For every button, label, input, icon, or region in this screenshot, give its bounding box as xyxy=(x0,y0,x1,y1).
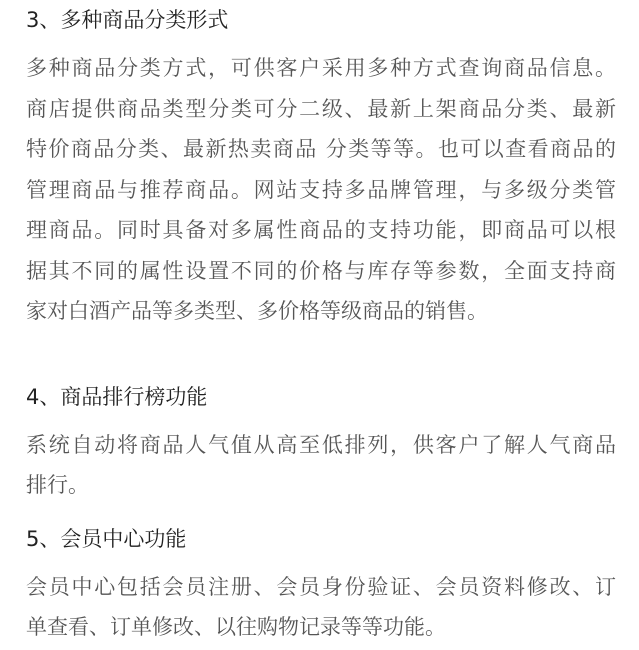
paragraph-line: 理商品。同时具备对多属性商品的支持功能，即商品可以根 xyxy=(26,218,616,242)
paragraph-line: 单查看、订单修改、以往购物记录等等功能。 xyxy=(26,615,446,639)
paragraph-line: 系统自动将商品人气值从高至低排列，供客户了解人气商品 xyxy=(26,432,616,457)
paragraph-line: 据其不同的属性设置不同的价格与库存等参数，全面支持商 xyxy=(26,258,616,283)
section-heading-ranking: 4、商品排行榜功能 xyxy=(26,384,208,409)
paragraph-line: 多种商品分类方式，可供客户采用多种方式查询商品信息。 xyxy=(26,56,616,80)
paragraph-line: 家对白酒产品等多类型、多价格等级商品的销售。 xyxy=(26,299,488,323)
section-heading-category-forms: 3、多种商品分类形式 xyxy=(26,8,229,32)
paragraph-line: 会员中心包括会员注册、会员身份验证、会员资料修改、订 xyxy=(26,574,616,599)
section-heading-member-center: 5、会员中心功能 xyxy=(26,526,187,551)
section-paragraph-member-center xyxy=(26,567,616,648)
paragraph-line: 管理商品与推荐商品。网站支持多品牌管理，与多级分类管 xyxy=(26,177,616,202)
section-paragraph-ranking xyxy=(26,425,616,506)
article-content xyxy=(26,0,616,648)
section-paragraph-category-forms xyxy=(26,48,616,332)
paragraph-line: 特价商品分类、最新热卖商品 分类等等。也可以查看商品的 xyxy=(26,137,616,161)
paragraph-line: 商店提供商品类型分类可分二级、最新上架商品分类、最新 xyxy=(26,96,616,121)
paragraph-line: 排行。 xyxy=(26,473,89,497)
